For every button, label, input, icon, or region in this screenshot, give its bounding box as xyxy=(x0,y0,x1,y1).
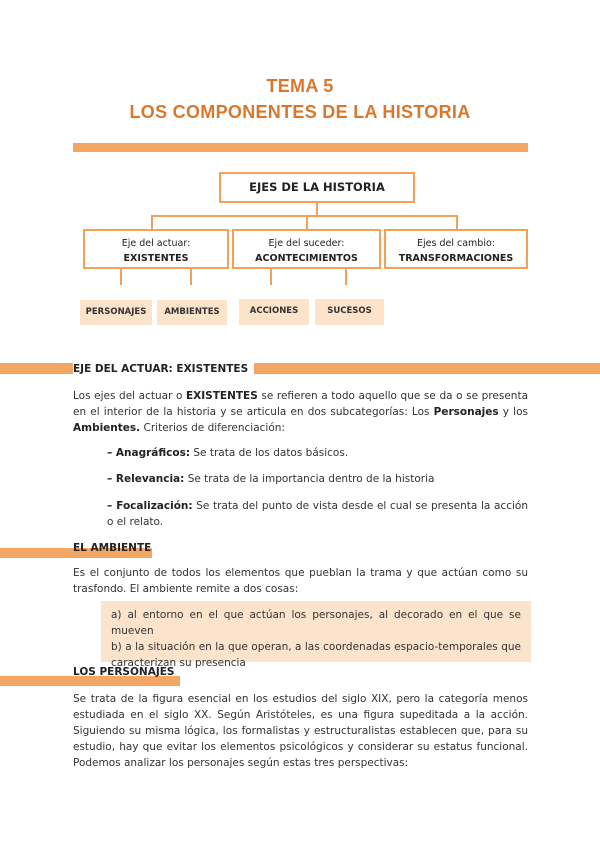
page-title-line2: LOS COMPONENTES DE LA HISTORIA xyxy=(129,102,471,122)
section-heading-ambiente: EL AMBIENTE xyxy=(73,542,152,554)
page-title-line1: TEMA 5 xyxy=(266,76,334,96)
connector xyxy=(306,215,308,230)
title-divider xyxy=(73,143,528,152)
text-run: y los xyxy=(498,406,528,418)
criterion-label: – Anagráficos: xyxy=(107,447,191,459)
section-heading-existentes: EJE DEL ACTUAR: EXISTENTES xyxy=(73,362,254,376)
criterion-label: – Focalización: xyxy=(107,500,193,512)
diagram-node-existentes xyxy=(83,229,229,269)
diagram-leaf-acciones: ACCIONES xyxy=(239,299,309,325)
criterion-item xyxy=(107,471,528,487)
diagram-leaf-sucesos: SUCESOS xyxy=(315,299,384,325)
section-heading-personajes: LOS PERSONAJES xyxy=(73,666,175,678)
criterion-text: Se trata del punto de vista desde el cual se presenta la acción o el relato. xyxy=(107,500,528,528)
text-run-bold: EXISTENTES xyxy=(186,390,258,402)
connector xyxy=(345,269,347,285)
connector xyxy=(151,215,457,217)
text-run-bold: Personajes xyxy=(433,406,499,418)
callout-ambiente xyxy=(101,601,531,669)
paragraph-personajes: Se trata de la figura esencial en los estudios del siglo XIX, pero la categoría menos estudiada en el siglo XX. Según Aristóteles, es una figura supeditada a la acción. Siguiendo su misma lógica, los formalistas y estructuralistas establecen que, para su estudio, hay que evitar los elementos psicológicos y considerar su estatus funcional. Podemos analizar los personajes según estas tres perspectivas: xyxy=(73,693,528,769)
node-label: Eje del actuar: xyxy=(121,238,191,249)
connector xyxy=(190,269,192,285)
paragraph-existentes xyxy=(73,388,528,436)
criterion-label: – Relevancia: xyxy=(107,473,185,485)
connector xyxy=(456,215,458,230)
connector xyxy=(270,269,272,285)
criterion-text: Se trata de la importancia dentro de la historia xyxy=(184,473,435,485)
criterion-text: Se trata de los datos básicos. xyxy=(190,447,349,459)
connector xyxy=(151,215,153,230)
diagram-node-transformaciones xyxy=(384,229,528,269)
diagram-node-acontecimientos xyxy=(232,229,381,269)
criterion-item xyxy=(107,445,528,461)
criterion-item xyxy=(107,498,528,530)
node-label: Ejes del cambio: xyxy=(417,238,495,249)
node-value: EXISTENTES xyxy=(123,253,189,264)
text-run: Criterios de diferenciación: xyxy=(140,422,285,434)
text-run: Los ejes del actuar o xyxy=(73,390,186,402)
connector xyxy=(120,269,122,285)
paragraph-ambiente: Es el conjunto de todos los elementos que pueblan la trama y que actúan como su trasfondo. El ambiente remite a dos cosas: xyxy=(73,567,528,595)
node-label: Eje del suceder: xyxy=(268,238,345,249)
text-run-bold: Ambientes. xyxy=(73,422,141,434)
text-run: se refieren a todo aquello que se da o se presenta en el interior de la historia y se articula en dos subcategorías: Los xyxy=(73,390,528,418)
diagram-root-node: EJES DE LA HISTORIA xyxy=(219,172,415,203)
node-value: TRANSFORMACIONES xyxy=(398,253,514,264)
diagram-leaf-ambientes: AMBIENTES xyxy=(157,300,227,325)
callout-item-a: a) al entorno en el que actúan los personajes, al decorado en el que se mueven xyxy=(111,609,521,637)
diagram-leaf-personajes: PERSONAJES xyxy=(80,300,152,325)
node-value: ACONTECIMIENTOS xyxy=(255,253,358,264)
callout-item-b: b) a la situación en la que operan, a las coordenadas espacio-temporales que caracterizan su presencia xyxy=(111,641,521,669)
